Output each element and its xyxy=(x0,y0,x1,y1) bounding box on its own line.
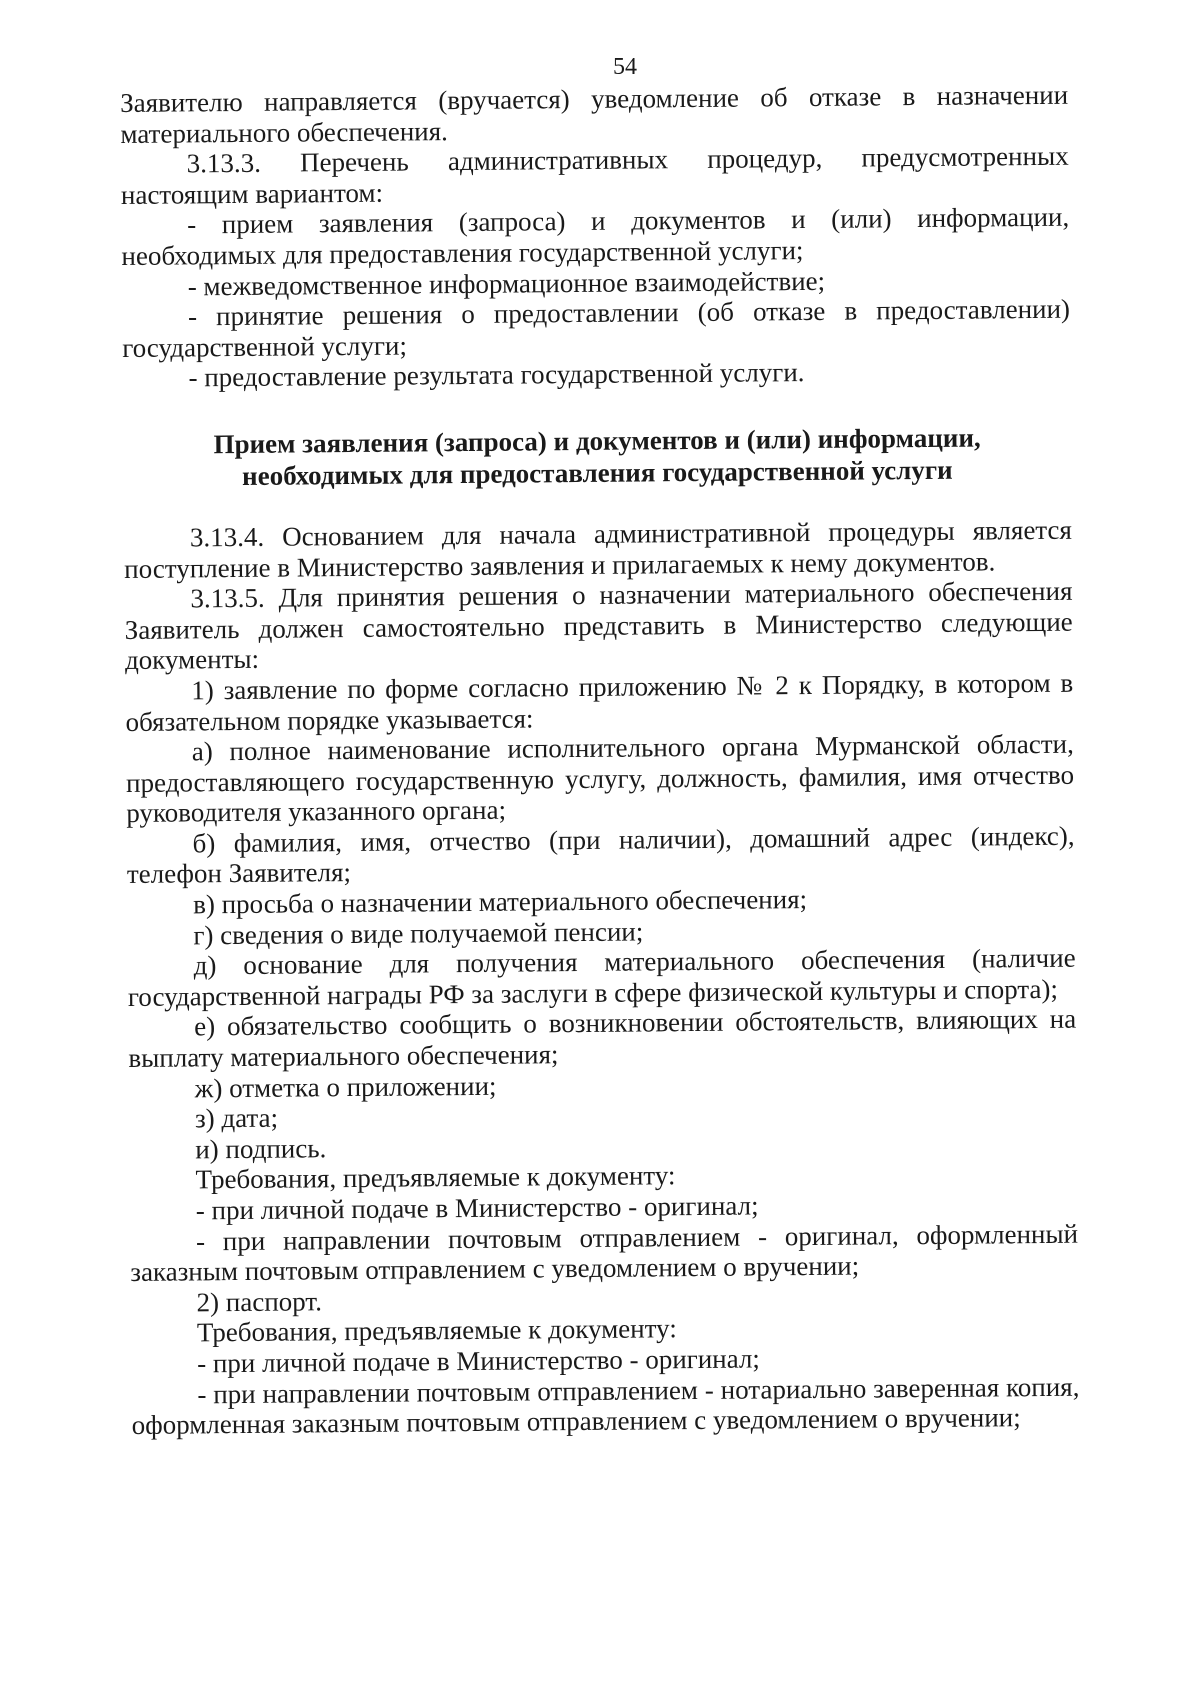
list-item-procedure-4: - предоставление результата государственной услуги. xyxy=(188,357,805,393)
paragraph-3-13-5: 3.13.5. Для принятия решения о назначении материального обеспечения Заявитель должен самостоятельно представить в Министерство следующие документы: xyxy=(124,575,1073,676)
list-item-application: 1) заявление по форме согласно приложению № 2 к Порядку, в котором в обязательном порядке указывается: xyxy=(125,667,1074,737)
list-item-b: б) фамилия, имя, отчество (при наличии), домашний адрес (индекс), телефон Заявителя; xyxy=(126,820,1075,890)
list-item-passport: 2) паспорт. xyxy=(196,1286,323,1318)
paragraph-refusal-notice: Заявителю направляется (вручается) уведомление об отказе в назначении материального обеспечения. xyxy=(120,79,1069,149)
requirements-heading-2: Требования, предъявляемые к документу: xyxy=(196,1313,677,1348)
list-item-g: г) сведения о виде получаемой пенсии; xyxy=(193,916,644,951)
section-heading-line-1: Прием заявления (запроса) и документов и (или) информации, xyxy=(213,422,981,460)
list-item-procedure-2: - межведомственное информационное взаимодействие; xyxy=(187,265,826,301)
requirement-by-post-2: - при направлении почтовым отправлением - нотариально заверенная копия, оформленная заказным почтовым отправлением с уведомлением о вручении; xyxy=(131,1371,1080,1441)
requirement-in-person-2: - при личной подаче в Министерство - оригинал; xyxy=(197,1343,760,1379)
paragraph-3-13-4: 3.13.4. Основанием для начала административной процедуры является поступление в Министерство заявления и прилагаемых к нему документов. xyxy=(124,514,1073,584)
list-item-d: д) основание для получения материального обеспечения (наличие государственной награды РФ за заслуги в сфере физической культуры и спорта); xyxy=(127,942,1076,1012)
list-item-procedure-1: - прием заявления (запроса) и документов и (или) информации, необходимых для предоставления государственной услуги; xyxy=(121,202,1070,271)
page-number: 54 xyxy=(613,54,637,80)
list-item-v: в) просьба о назначении материального обеспечения; xyxy=(192,884,808,920)
list-item-z: з) дата; xyxy=(194,1102,279,1134)
list-item-i: и) подпись. xyxy=(195,1133,327,1165)
list-item-e: е) обязательство сообщить о возникновении обстоятельств, влияющих на выплату материального обеспечения; xyxy=(128,1004,1077,1073)
requirement-in-person-1: - при личной подаче в Министерство - оригинал; xyxy=(195,1190,759,1226)
list-item-a: а) полное наименование исполнительного органа Мурманской области, предоставляющего государственную услугу, должность, фамилия, имя отчество руководителя указанного органа; xyxy=(125,728,1075,829)
section-heading-line-2: необходимых для предоставления государственной услуги xyxy=(241,454,953,491)
list-item-procedure-3: - принятие решения о предоставлении (об отказе в предоставлении) государственной услуги; xyxy=(122,293,1071,363)
section-heading xyxy=(123,421,1072,493)
requirement-by-post-1: - при направлении почтовым отправлением - оригинал, оформленный заказным почтовым отправлением с уведомлением о вручении; xyxy=(130,1218,1079,1288)
list-item-zh: ж) отметка о приложении; xyxy=(194,1070,497,1104)
document-body xyxy=(120,80,1080,1441)
requirements-heading-1: Требования, предъявляемые к документу: xyxy=(195,1160,676,1195)
paragraph-3-13-3: 3.13.3. Перечень административных процедур, предусмотренных настоящим вариантом: xyxy=(120,140,1069,210)
